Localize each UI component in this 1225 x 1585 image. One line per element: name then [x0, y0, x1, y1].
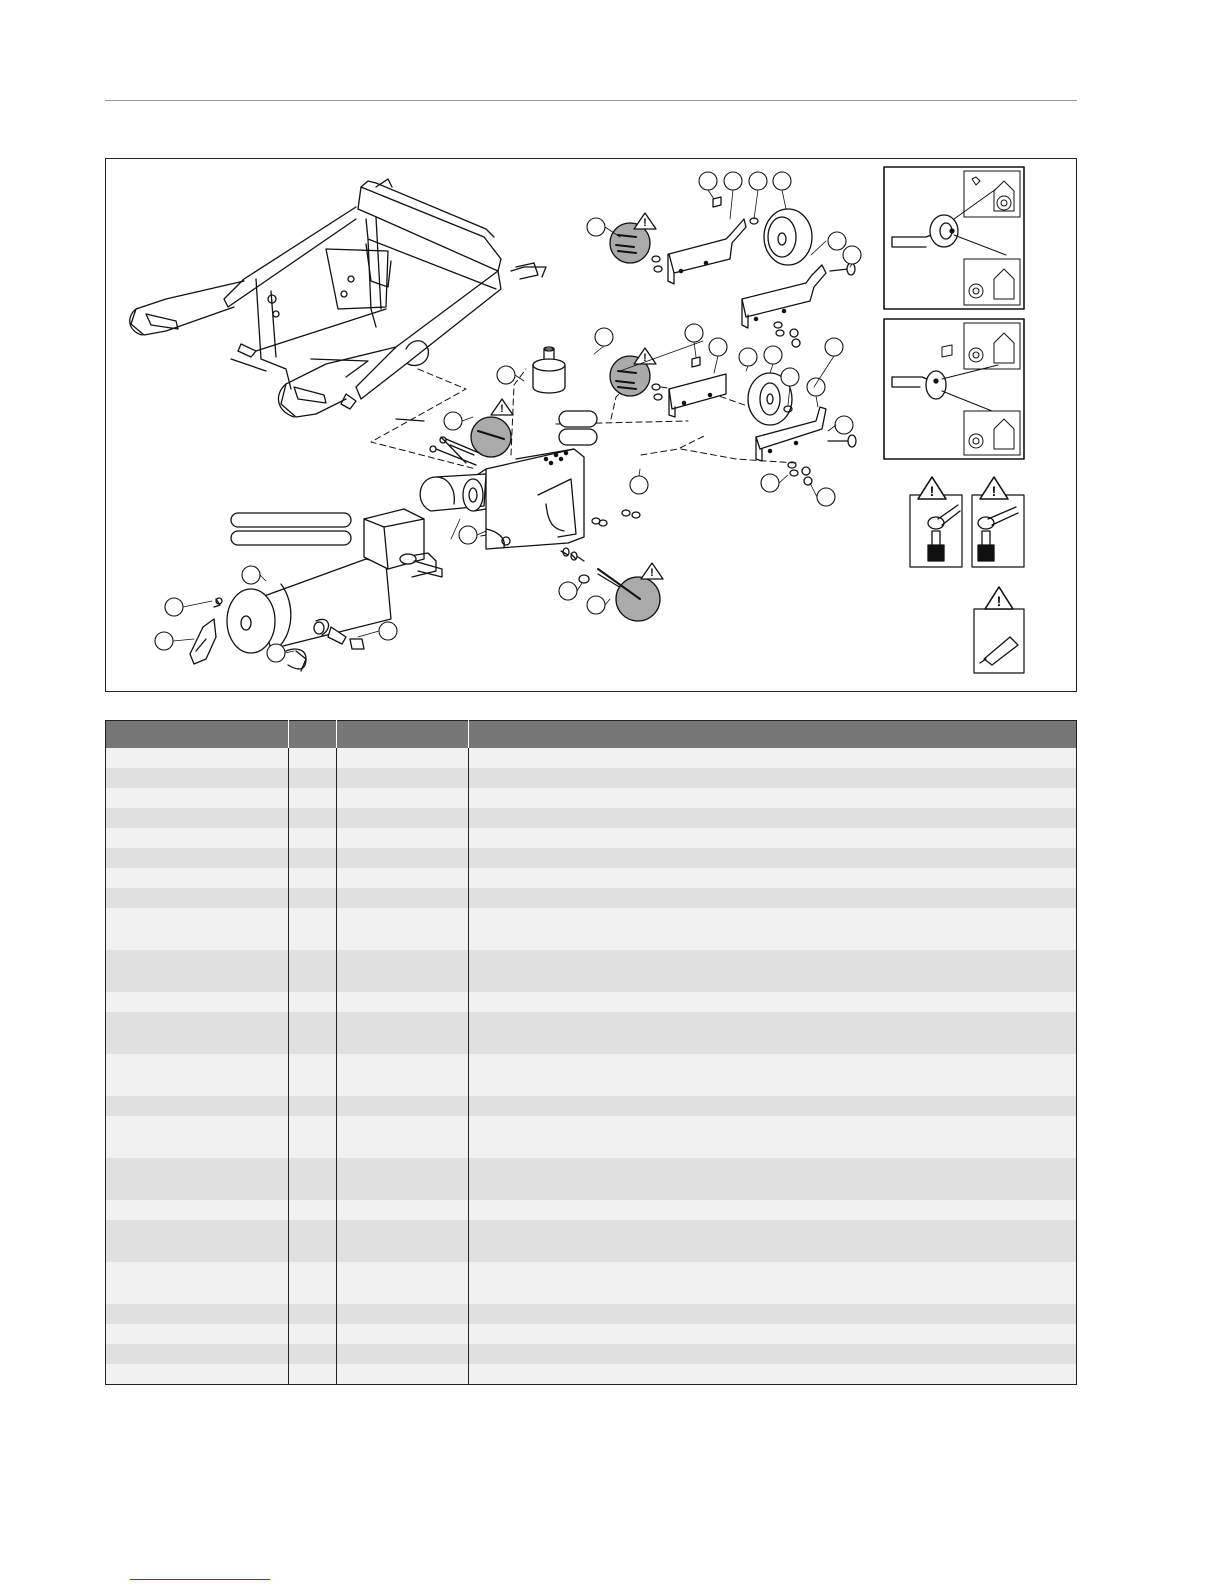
- table-cell: [106, 808, 289, 828]
- table-cell: [469, 888, 1077, 908]
- table-row: [106, 950, 1077, 992]
- table-row: [106, 1304, 1077, 1324]
- table-cell: [469, 1364, 1077, 1385]
- table-cell: [106, 992, 289, 1012]
- parts-table-body: [106, 748, 1077, 1385]
- table-cell: [289, 888, 337, 908]
- column-header: [337, 721, 469, 749]
- table-row: [106, 1096, 1077, 1116]
- table-cell: [337, 1200, 469, 1220]
- table-row: [106, 888, 1077, 908]
- table-cell: [106, 1304, 289, 1324]
- table-row: [106, 1054, 1077, 1096]
- table-cell: [337, 992, 469, 1012]
- table-cell: [337, 1158, 469, 1200]
- label-box: [231, 531, 351, 545]
- table-row: [106, 1262, 1077, 1304]
- table-cell: [337, 828, 469, 848]
- table-cell: [337, 1096, 469, 1116]
- table-cell: [469, 1200, 1077, 1220]
- table-cell: [289, 1116, 337, 1158]
- table-cell: [469, 1304, 1077, 1324]
- table-cell: [469, 768, 1077, 788]
- table-cell: [106, 768, 289, 788]
- table-row: [106, 992, 1077, 1012]
- svg-text:!: !: [991, 483, 997, 499]
- table-row: [106, 1220, 1077, 1262]
- table-row: [106, 1012, 1077, 1054]
- table-cell: [289, 1304, 337, 1324]
- table-cell: [337, 1364, 469, 1385]
- detail-panel-lower: [884, 319, 1024, 459]
- table-cell: [469, 1324, 1077, 1344]
- svg-text:!: !: [996, 593, 1002, 609]
- table-cell: [106, 1012, 289, 1054]
- table-cell: [469, 748, 1077, 768]
- svg-text:!: !: [643, 217, 647, 229]
- svg-text:!: !: [650, 567, 654, 579]
- label-box: [559, 429, 597, 445]
- table-cell: [106, 908, 289, 950]
- table-cell: [469, 1220, 1077, 1262]
- table-row: [106, 828, 1077, 848]
- table-cell: [469, 1096, 1077, 1116]
- table-cell: [337, 950, 469, 992]
- table-cell: [289, 950, 337, 992]
- table-cell: [337, 768, 469, 788]
- table-row: [106, 1116, 1077, 1158]
- table-cell: [106, 828, 289, 848]
- table-cell: [337, 1344, 469, 1364]
- table-cell: [289, 992, 337, 1012]
- table-cell: [106, 1344, 289, 1364]
- table-cell: [289, 848, 337, 868]
- table-cell: [469, 808, 1077, 828]
- table-cell: [289, 1262, 337, 1304]
- table-cell: [106, 788, 289, 808]
- table-row: [106, 768, 1077, 788]
- rubber-bumper: [533, 347, 565, 393]
- table-cell: [337, 1262, 469, 1304]
- table-cell: [106, 1262, 289, 1304]
- torque-warning-disc-2: [610, 348, 656, 396]
- table-cell: [337, 888, 469, 908]
- table-cell: [106, 748, 289, 768]
- table-cell: [289, 908, 337, 950]
- seat-frame: [130, 179, 546, 421]
- table-cell: [289, 1324, 337, 1344]
- table-cell: [289, 1158, 337, 1200]
- table-cell: [289, 1012, 337, 1054]
- table-cell: [337, 748, 469, 768]
- table-cell: [337, 1324, 469, 1344]
- column-header: [289, 721, 337, 749]
- table-cell: [106, 848, 289, 868]
- footer-link-underline[interactable]: [130, 1579, 270, 1580]
- table-row: [106, 1324, 1077, 1344]
- table-cell: [106, 1158, 289, 1200]
- table-cell: [106, 1220, 289, 1262]
- table-cell: [106, 868, 289, 888]
- table-cell: [289, 1364, 337, 1385]
- table-cell: [289, 868, 337, 888]
- caster-assembly-upper: [652, 197, 855, 347]
- label-box: [559, 411, 597, 427]
- table-cell: [469, 1116, 1077, 1158]
- torque-wrench-warning-icon-1: [910, 477, 962, 567]
- table-row: [106, 1158, 1077, 1200]
- table-cell: [469, 950, 1077, 992]
- svg-text:!: !: [643, 352, 647, 364]
- table-cell: [289, 768, 337, 788]
- torque-warning-disc-4: [598, 563, 663, 621]
- table-cell: [469, 908, 1077, 950]
- table-cell: [106, 1054, 289, 1096]
- table-cell: [337, 1116, 469, 1158]
- column-header: [106, 721, 289, 749]
- table-cell: [106, 1116, 289, 1158]
- table-header-row: [106, 721, 1077, 749]
- torque-warning-disc-3: [471, 399, 513, 457]
- torque-wrench-warning-icon-2: [972, 477, 1024, 567]
- table-cell: [289, 828, 337, 848]
- table-cell: [289, 748, 337, 768]
- table-cell: [469, 788, 1077, 808]
- table-cell: [337, 1304, 469, 1324]
- table-cell: [337, 868, 469, 888]
- exploded-parts-diagram: [105, 158, 1077, 692]
- svg-text:!: !: [929, 483, 935, 499]
- table-cell: [469, 828, 1077, 848]
- table-row: [106, 1344, 1077, 1364]
- table-cell: [337, 788, 469, 808]
- table-cell: [289, 1096, 337, 1116]
- table-row: [106, 748, 1077, 768]
- header-rule: [105, 100, 1077, 101]
- table-cell: [289, 1344, 337, 1364]
- table-cell: [469, 868, 1077, 888]
- table-row: [106, 808, 1077, 828]
- parts-list-table: [105, 720, 1077, 1385]
- table-cell: [106, 1200, 289, 1220]
- adhesive-tube-warning-icon: [974, 587, 1024, 673]
- label-box: [231, 513, 351, 527]
- table-row: [106, 1364, 1077, 1385]
- table-cell: [106, 950, 289, 992]
- table-cell: [337, 808, 469, 828]
- torque-warning-disc-1: [610, 213, 656, 263]
- table-cell: [289, 788, 337, 808]
- column-header: [469, 721, 1077, 749]
- detail-panel-upper: [884, 167, 1024, 309]
- table-cell: [106, 1364, 289, 1385]
- table-cell: [337, 1220, 469, 1262]
- table-cell: [289, 1054, 337, 1096]
- caster-assembly-lower: [652, 357, 856, 485]
- table-cell: [289, 808, 337, 828]
- table-row: [106, 848, 1077, 868]
- table-row: [106, 868, 1077, 888]
- table-row: [106, 788, 1077, 808]
- table-cell: [106, 1324, 289, 1344]
- table-cell: [337, 908, 469, 950]
- table-cell: [106, 888, 289, 908]
- table-cell: [469, 1012, 1077, 1054]
- table-cell: [337, 848, 469, 868]
- table-row: [106, 1200, 1077, 1220]
- table-cell: [106, 1096, 289, 1116]
- table-cell: [469, 1262, 1077, 1304]
- table-cell: [469, 992, 1077, 1012]
- table-row: [106, 908, 1077, 950]
- table-cell: [337, 1012, 469, 1054]
- svg-text:!: !: [500, 403, 504, 415]
- table-cell: [337, 1054, 469, 1096]
- table-cell: [289, 1200, 337, 1220]
- table-cell: [469, 1158, 1077, 1200]
- table-cell: [469, 1344, 1077, 1364]
- table-cell: [289, 1220, 337, 1262]
- table-cell: [469, 848, 1077, 868]
- table-cell: [469, 1054, 1077, 1096]
